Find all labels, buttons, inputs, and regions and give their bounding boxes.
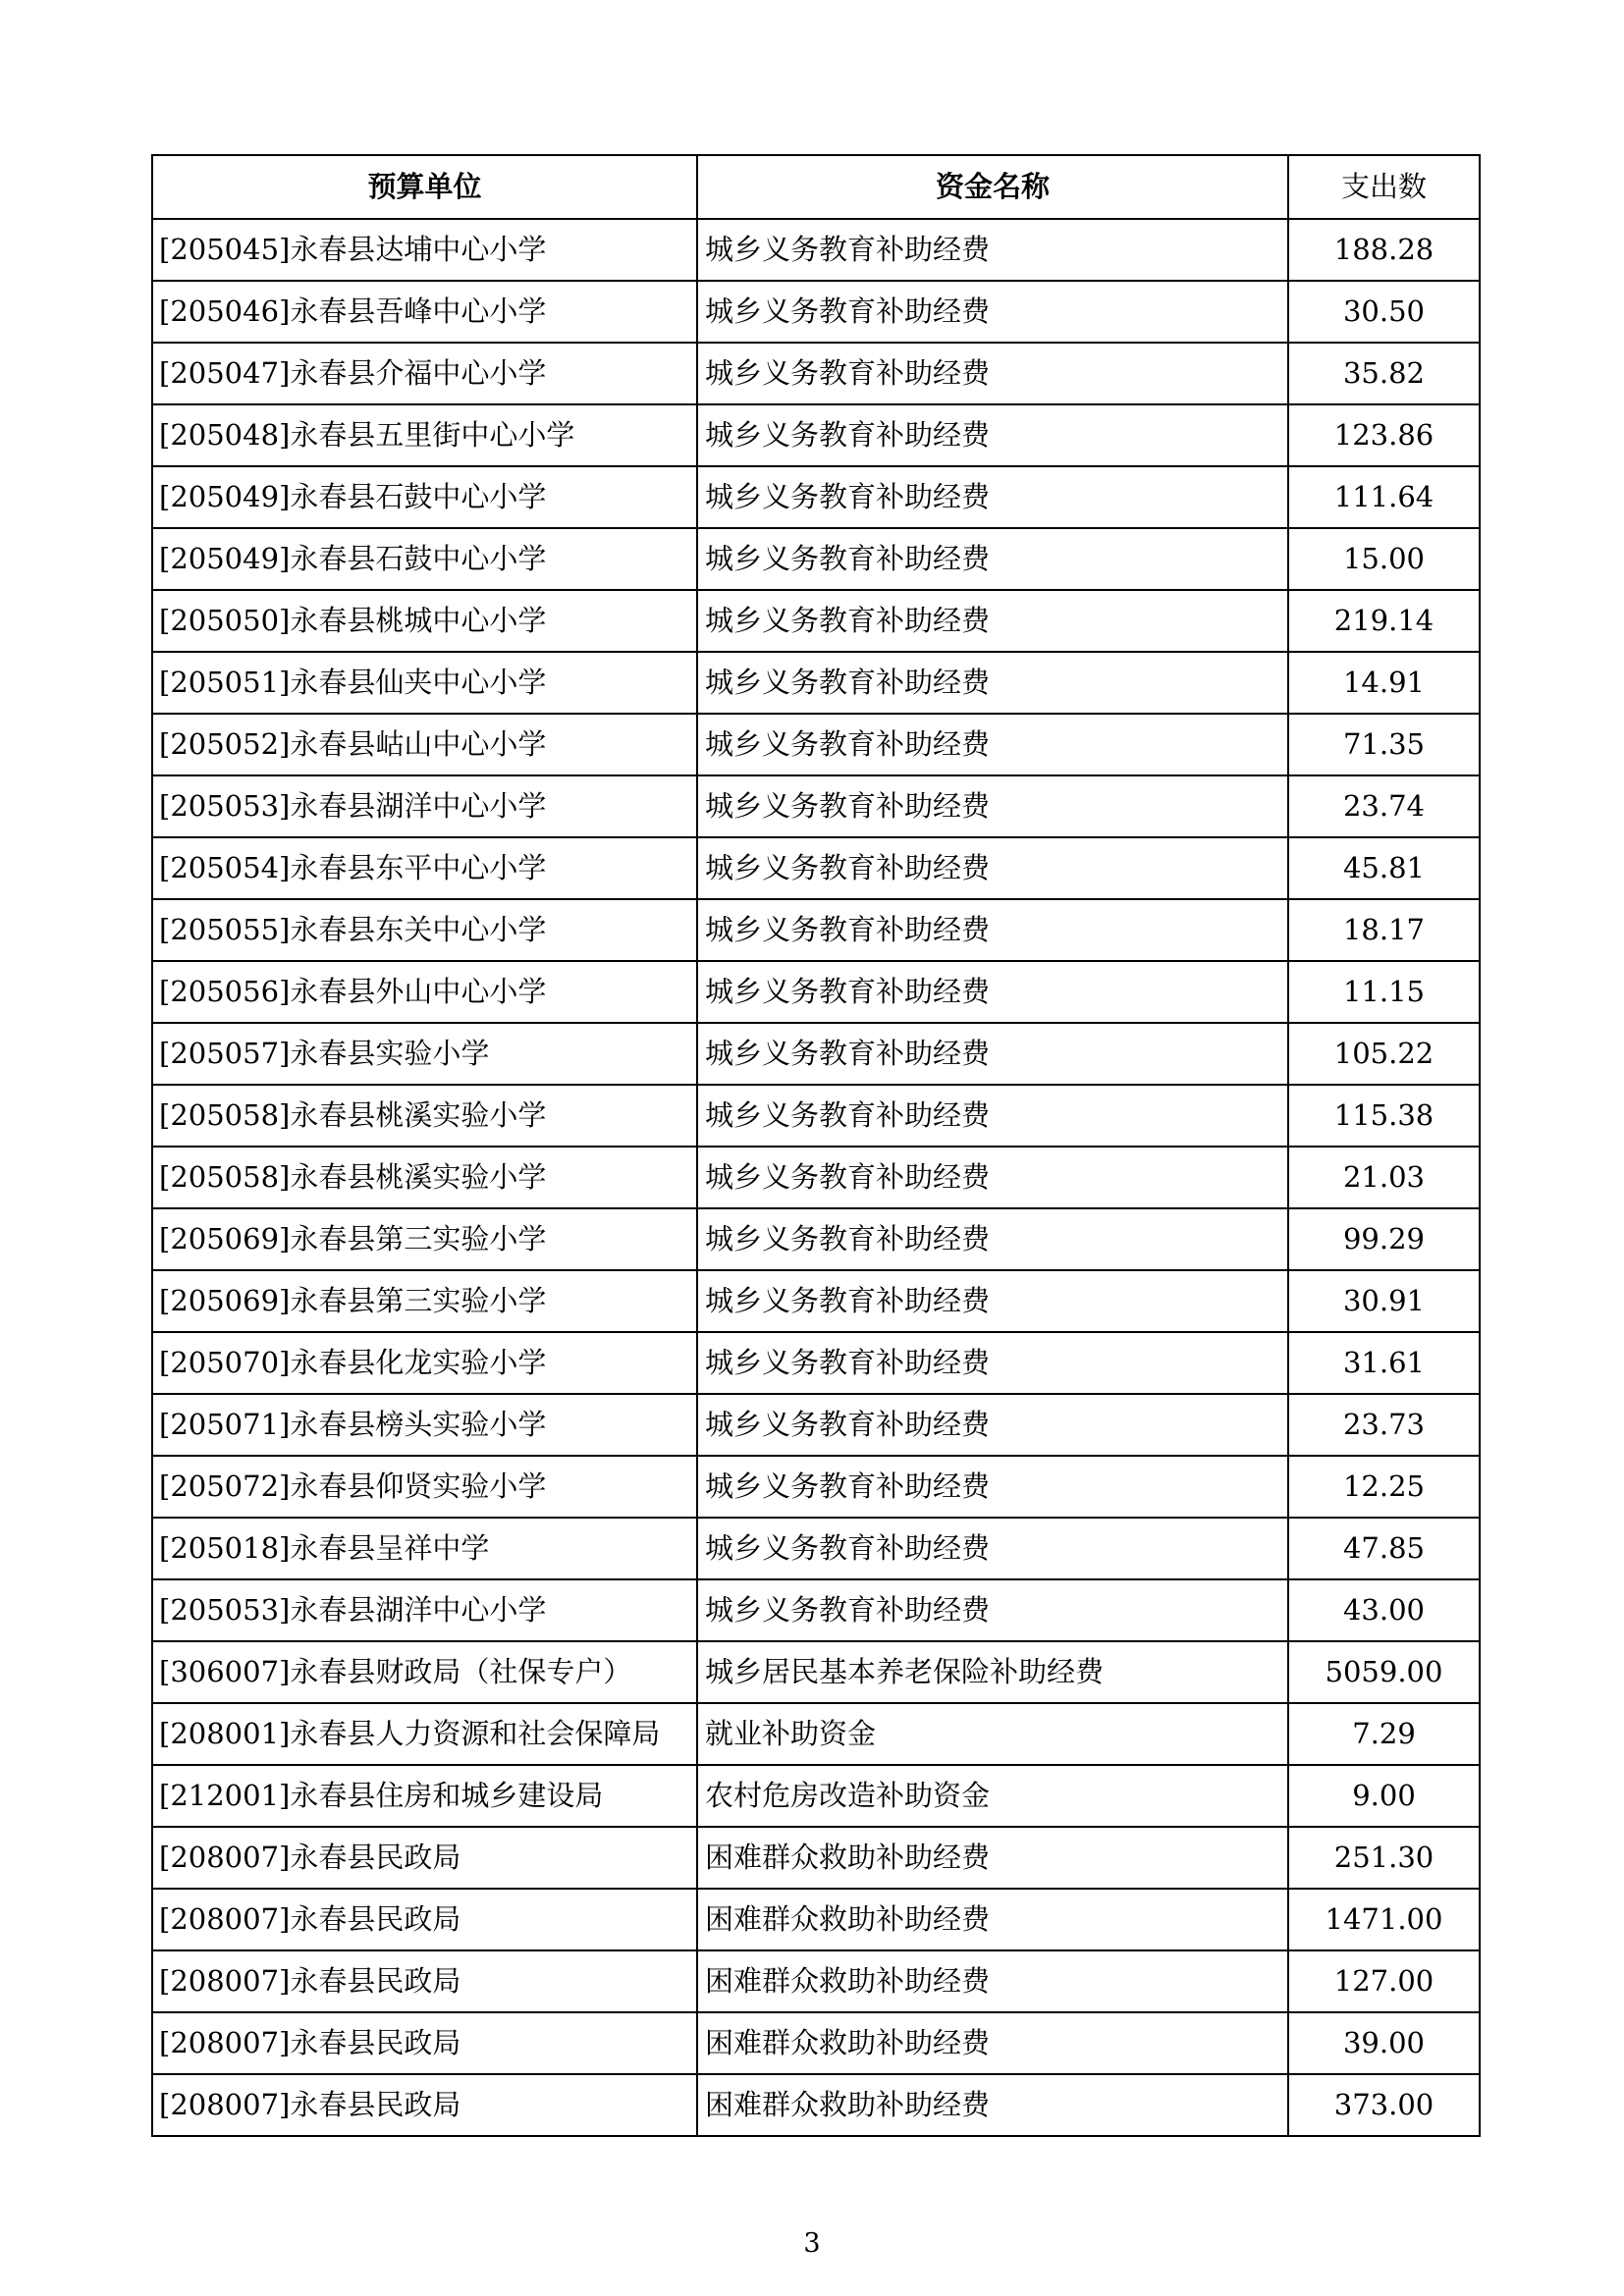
table-row (152, 1456, 1480, 1518)
table-row (152, 775, 1480, 837)
table-header-row (152, 155, 1480, 219)
table-row (152, 404, 1480, 466)
fund-name-cell: 城乡义务教育补助经费 (697, 899, 1288, 961)
fund-name-cell: 城乡义务教育补助经费 (697, 281, 1288, 343)
expenditure-cell: 14.91 (1288, 652, 1480, 714)
fund-name-cell: 城乡义务教育补助经费 (697, 1208, 1288, 1270)
expenditure-cell: 31.61 (1288, 1332, 1480, 1394)
header-expenditure: 支出数 (1288, 155, 1480, 219)
expenditure-cell: 12.25 (1288, 1456, 1480, 1518)
fund-name-cell: 城乡义务教育补助经费 (697, 590, 1288, 652)
budget-unit-cell: [205070]永春县化龙实验小学 (152, 1332, 697, 1394)
expenditure-cell: 127.00 (1288, 1950, 1480, 2012)
table-row (152, 1270, 1480, 1332)
budget-unit-cell: [212001]永春县住房和城乡建设局 (152, 1765, 697, 1827)
fund-name-cell: 城乡义务教育补助经费 (697, 1456, 1288, 1518)
fund-name-cell: 城乡义务教育补助经费 (697, 1085, 1288, 1147)
fund-name-cell: 城乡义务教育补助经费 (697, 1518, 1288, 1579)
fund-name-cell: 城乡义务教育补助经费 (697, 1147, 1288, 1208)
expenditure-cell: 30.91 (1288, 1270, 1480, 1332)
expenditure-cell: 39.00 (1288, 2012, 1480, 2074)
table-row (152, 1085, 1480, 1147)
fund-name-cell: 城乡义务教育补助经费 (697, 961, 1288, 1023)
expenditure-cell: 71.35 (1288, 714, 1480, 775)
expenditure-cell: 18.17 (1288, 899, 1480, 961)
budget-unit-cell: [208007]永春县民政局 (152, 1827, 697, 1889)
table-row (152, 1147, 1480, 1208)
budget-unit-cell: [205018]永春县呈祥中学 (152, 1518, 697, 1579)
fund-name-cell: 城乡居民基本养老保险补助经费 (697, 1641, 1288, 1703)
table-row (152, 1765, 1480, 1827)
table-row (152, 528, 1480, 590)
budget-unit-cell: [205051]永春县仙夹中心小学 (152, 652, 697, 714)
budget-unit-cell: [205049]永春县石鼓中心小学 (152, 466, 697, 528)
fund-name-cell: 城乡义务教育补助经费 (697, 652, 1288, 714)
expenditure-cell: 5059.00 (1288, 1641, 1480, 1703)
budget-unit-cell: [205050]永春县桃城中心小学 (152, 590, 697, 652)
expenditure-cell: 219.14 (1288, 590, 1480, 652)
fund-name-cell: 城乡义务教育补助经费 (697, 775, 1288, 837)
fund-name-cell: 困难群众救助补助经费 (697, 2074, 1288, 2136)
table-row (152, 1394, 1480, 1456)
budget-unit-cell: [205072]永春县仰贤实验小学 (152, 1456, 697, 1518)
table-row (152, 1827, 1480, 1889)
fund-name-cell: 城乡义务教育补助经费 (697, 404, 1288, 466)
expenditure-cell: 30.50 (1288, 281, 1480, 343)
expenditure-cell: 43.00 (1288, 1579, 1480, 1641)
table-row (152, 1579, 1480, 1641)
expenditure-cell: 23.74 (1288, 775, 1480, 837)
table-row (152, 1889, 1480, 1950)
fund-name-cell: 城乡义务教育补助经费 (697, 714, 1288, 775)
budget-unit-cell: [205047]永春县介福中心小学 (152, 343, 697, 404)
budget-unit-cell: [205071]永春县榜头实验小学 (152, 1394, 697, 1456)
budget-unit-cell: [205053]永春县湖洋中心小学 (152, 775, 697, 837)
table-row (152, 1208, 1480, 1270)
budget-unit-cell: [205054]永春县东平中心小学 (152, 837, 697, 899)
fund-name-cell: 城乡义务教育补助经费 (697, 219, 1288, 281)
budget-unit-cell: [208007]永春县民政局 (152, 2012, 697, 2074)
expenditure-cell: 9.00 (1288, 1765, 1480, 1827)
table-row (152, 281, 1480, 343)
expenditure-cell: 35.82 (1288, 343, 1480, 404)
fund-name-cell: 就业补助资金 (697, 1703, 1288, 1765)
fund-name-cell: 城乡义务教育补助经费 (697, 528, 1288, 590)
budget-unit-cell: [205056]永春县外山中心小学 (152, 961, 697, 1023)
budget-unit-cell: [208007]永春县民政局 (152, 1950, 697, 2012)
fund-name-cell: 农村危房改造补助资金 (697, 1765, 1288, 1827)
table-row (152, 899, 1480, 961)
fund-name-cell: 城乡义务教育补助经费 (697, 1394, 1288, 1456)
budget-unit-cell: [205069]永春县第三实验小学 (152, 1208, 697, 1270)
expenditure-cell: 99.29 (1288, 1208, 1480, 1270)
fund-name-cell: 困难群众救助补助经费 (697, 2012, 1288, 2074)
table-row (152, 714, 1480, 775)
table-row (152, 1950, 1480, 2012)
fund-name-cell: 困难群众救助补助经费 (697, 1889, 1288, 1950)
header-budget-unit: 预算单位 (152, 155, 697, 219)
budget-unit-cell: [306007]永春县财政局（社保专户） (152, 1641, 697, 1703)
table-row (152, 652, 1480, 714)
expenditure-cell: 123.86 (1288, 404, 1480, 466)
expenditure-cell: 115.38 (1288, 1085, 1480, 1147)
expenditure-cell: 47.85 (1288, 1518, 1480, 1579)
budget-unit-cell: [205058]永春县桃溪实验小学 (152, 1147, 697, 1208)
expenditure-cell: 45.81 (1288, 837, 1480, 899)
expenditure-cell: 105.22 (1288, 1023, 1480, 1085)
budget-unit-cell: [208001]永春县人力资源和社会保障局 (152, 1703, 697, 1765)
table-row (152, 466, 1480, 528)
budget-unit-cell: [205055]永春县东关中心小学 (152, 899, 697, 961)
table-row (152, 837, 1480, 899)
table-row (152, 1023, 1480, 1085)
table-row (152, 219, 1480, 281)
table-row (152, 1518, 1480, 1579)
budget-unit-cell: [205057]永春县实验小学 (152, 1023, 697, 1085)
table-row (152, 961, 1480, 1023)
budget-unit-cell: [205052]永春县岵山中心小学 (152, 714, 697, 775)
expenditure-cell: 23.73 (1288, 1394, 1480, 1456)
table-row (152, 343, 1480, 404)
expenditure-cell: 111.64 (1288, 466, 1480, 528)
budget-unit-cell: [205046]永春县吾峰中心小学 (152, 281, 697, 343)
fund-name-cell: 困难群众救助补助经费 (697, 1827, 1288, 1889)
table-row (152, 1703, 1480, 1765)
table-body (152, 219, 1480, 2136)
fund-name-cell: 城乡义务教育补助经费 (697, 466, 1288, 528)
table-row (152, 2074, 1480, 2136)
expenditure-cell: 188.28 (1288, 219, 1480, 281)
budget-unit-cell: [208007]永春县民政局 (152, 1889, 697, 1950)
header-fund-name: 资金名称 (697, 155, 1288, 219)
budget-unit-cell: [205045]永春县达埔中心小学 (152, 219, 697, 281)
fund-name-cell: 城乡义务教育补助经费 (697, 837, 1288, 899)
fund-name-cell: 城乡义务教育补助经费 (697, 343, 1288, 404)
table-row (152, 590, 1480, 652)
budget-unit-cell: [205049]永春县石鼓中心小学 (152, 528, 697, 590)
expenditure-cell: 15.00 (1288, 528, 1480, 590)
fund-name-cell: 城乡义务教育补助经费 (697, 1270, 1288, 1332)
budget-unit-cell: [205048]永春县五里街中心小学 (152, 404, 697, 466)
table-row (152, 1641, 1480, 1703)
expenditure-cell: 11.15 (1288, 961, 1480, 1023)
budget-unit-cell: [205069]永春县第三实验小学 (152, 1270, 697, 1332)
fund-name-cell: 城乡义务教育补助经费 (697, 1579, 1288, 1641)
fund-name-cell: 困难群众救助补助经费 (697, 1950, 1288, 2012)
expenditure-cell: 251.30 (1288, 1827, 1480, 1889)
fund-name-cell: 城乡义务教育补助经费 (697, 1332, 1288, 1394)
expenditure-cell: 373.00 (1288, 2074, 1480, 2136)
fund-name-cell: 城乡义务教育补助经费 (697, 1023, 1288, 1085)
expenditure-cell: 7.29 (1288, 1703, 1480, 1765)
expenditure-cell: 1471.00 (1288, 1889, 1480, 1950)
table-row (152, 1332, 1480, 1394)
budget-unit-cell: [208007]永春县民政局 (152, 2074, 697, 2136)
budget-unit-cell: [205053]永春县湖洋中心小学 (152, 1579, 697, 1641)
budget-unit-cell: [205058]永春县桃溪实验小学 (152, 1085, 697, 1147)
table-row (152, 2012, 1480, 2074)
budget-table (151, 154, 1481, 2137)
expenditure-cell: 21.03 (1288, 1147, 1480, 1208)
page-number: 3 (803, 2228, 821, 2259)
